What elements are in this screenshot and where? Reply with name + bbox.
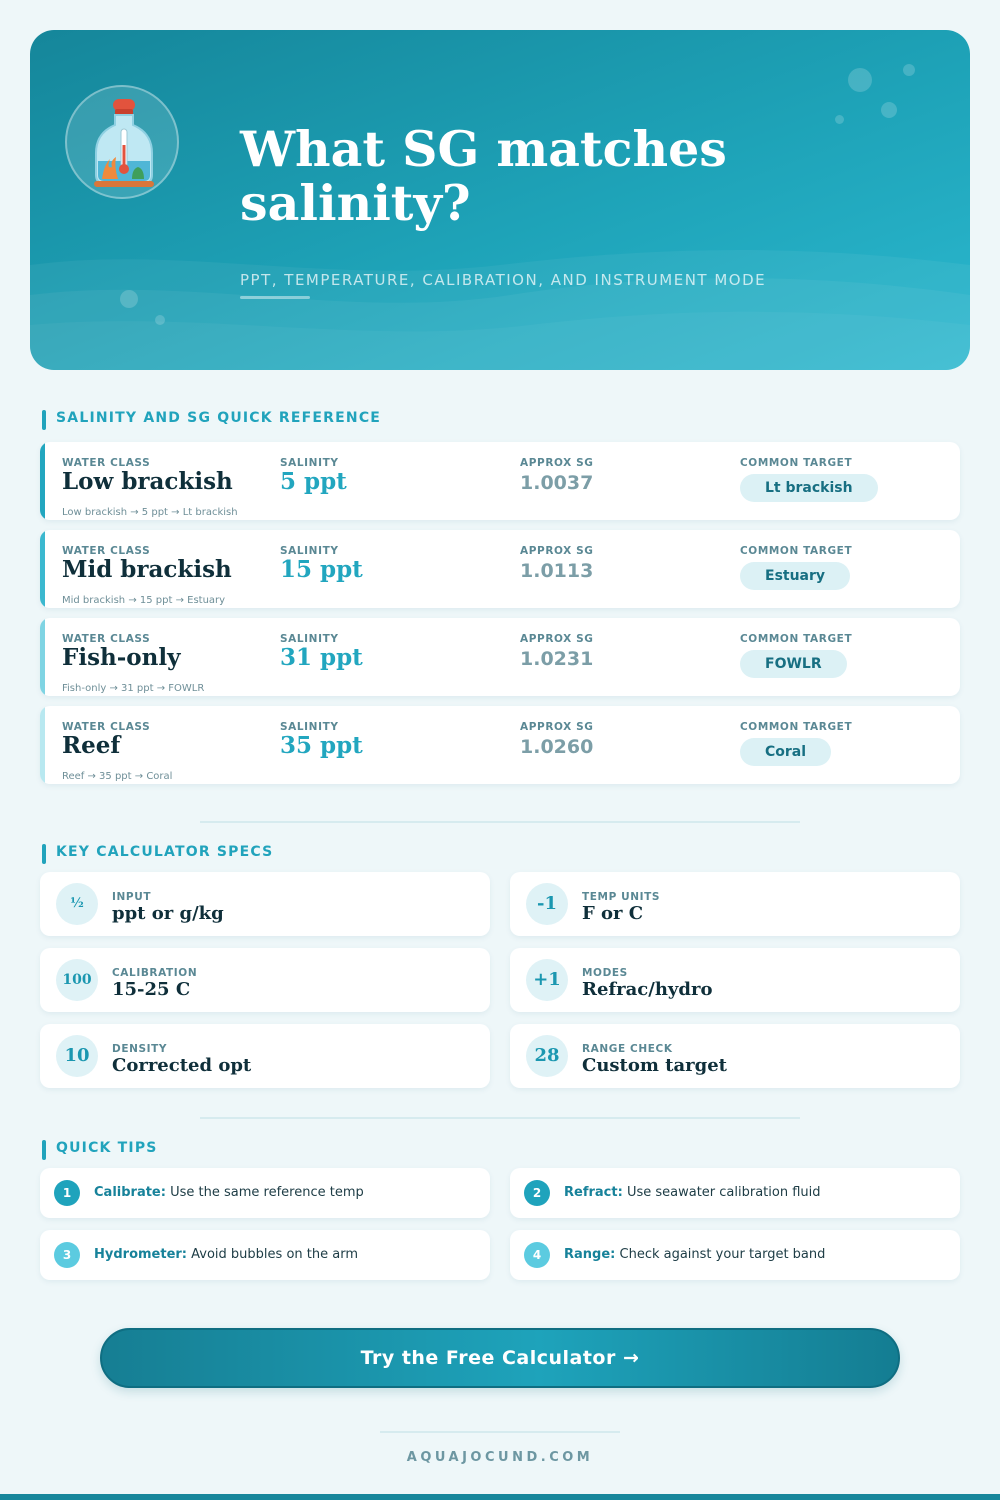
spec-badge: -1 — [526, 883, 568, 925]
tip-card — [510, 1230, 960, 1280]
spec-card-density — [40, 1024, 490, 1088]
common-target-label: COMMON TARGET — [740, 457, 853, 469]
reference-row — [40, 618, 960, 696]
salinity-label: SALINITY — [280, 721, 339, 733]
tip-number: 4 — [524, 1242, 550, 1268]
target-pill: Lt brackish — [740, 474, 878, 502]
spec-value: Corrected opt — [112, 1055, 252, 1076]
footer-divider — [380, 1431, 620, 1433]
spec-value: ppt or g/kg — [112, 903, 224, 924]
tip-body: Avoid bubbles on the arm — [191, 1247, 358, 1262]
salinity-value: 15 ppt — [280, 556, 363, 583]
water-class-value: Mid brackish — [62, 556, 232, 583]
spec-badge: ½ — [56, 883, 98, 925]
spec-value: Refrac/hydro — [582, 979, 713, 1000]
tip-text — [564, 1185, 821, 1200]
subtitle-underline — [240, 296, 310, 299]
reference-row — [40, 530, 960, 608]
tip-body: Use seawater calibration fluid — [626, 1185, 821, 1200]
water-class-value: Fish-only — [62, 644, 181, 671]
spec-badge: 10 — [56, 1035, 98, 1077]
spec-label: RANGE CHECK — [582, 1043, 673, 1055]
tip-title: Range: — [564, 1247, 616, 1262]
bubble-decoration — [903, 64, 915, 76]
spec-label: INPUT — [112, 891, 152, 903]
reference-row — [40, 442, 960, 520]
tip-number: 3 — [54, 1242, 80, 1268]
reference-row — [40, 706, 960, 784]
bubble-decoration — [848, 68, 872, 92]
tip-card — [510, 1168, 960, 1218]
try-calculator-button[interactable]: Try the Free Calculator → — [100, 1328, 900, 1388]
salinity-label: SALINITY — [280, 633, 339, 645]
approx-sg-value: 1.0260 — [520, 736, 594, 758]
water-class-label: WATER CLASS — [62, 721, 151, 733]
target-pill: Coral — [740, 738, 831, 766]
spec-badge: 28 — [526, 1035, 568, 1077]
approx-sg-value: 1.0231 — [520, 648, 594, 670]
tip-number: 1 — [54, 1180, 80, 1206]
tip-body: Check against your target band — [619, 1247, 826, 1262]
page-subtitle: PPT, TEMPERATURE, CALIBRATION, AND INSTRUMENT MODE — [240, 271, 767, 289]
approx-sg-label: APPROX SG — [520, 545, 594, 557]
section-heading-specs: KEY CALCULATOR SPECS — [42, 844, 273, 864]
bottle-thermometer-coral-icon — [84, 95, 164, 191]
target-pill: FOWLR — [740, 650, 847, 678]
row-summary: Low brackish → 5 ppt → Lt brackish — [62, 507, 238, 518]
salinity-reference-list — [40, 442, 960, 794]
approx-sg-value: 1.0037 — [520, 472, 594, 494]
spec-card-calibration — [40, 948, 490, 1012]
row-summary: Mid brackish → 15 ppt → Estuary — [62, 595, 226, 606]
spec-label: DENSITY — [112, 1043, 168, 1055]
spec-badge: 100 — [56, 959, 98, 1001]
common-target-label: COMMON TARGET — [740, 545, 853, 557]
row-summary: Fish-only → 31 ppt → FOWLR — [62, 683, 205, 694]
bubble-decoration — [155, 315, 165, 325]
section-divider — [200, 821, 800, 823]
water-class-label: WATER CLASS — [62, 633, 151, 645]
tip-number: 2 — [524, 1180, 550, 1206]
section-heading-tips: QUICK TIPS — [42, 1140, 158, 1160]
spec-card-modes — [510, 948, 960, 1012]
water-class-label: WATER CLASS — [62, 545, 151, 557]
common-target-label: COMMON TARGET — [740, 721, 853, 733]
tip-card — [40, 1168, 490, 1218]
common-target-label: COMMON TARGET — [740, 633, 853, 645]
row-accent — [40, 706, 45, 784]
spec-label: CALIBRATION — [112, 967, 198, 979]
page-title: What SG matches salinity? — [240, 120, 727, 232]
tip-text — [94, 1185, 364, 1200]
water-class-value: Low brackish — [62, 468, 233, 495]
tip-title: Hydrometer: — [94, 1247, 188, 1262]
salinity-value: 5 ppt — [280, 468, 347, 495]
spec-value: 15-25 C — [112, 979, 191, 1000]
tip-title: Refract: — [564, 1185, 623, 1200]
hero-banner — [30, 30, 970, 370]
row-accent — [40, 442, 45, 520]
row-accent — [40, 618, 45, 696]
section-heading-reference: SALINITY AND SG QUICK REFERENCE — [42, 410, 381, 430]
salinity-label: SALINITY — [280, 457, 339, 469]
logo — [65, 85, 179, 199]
spec-value: Custom target — [582, 1055, 727, 1076]
spec-badge: +1 — [526, 959, 568, 1001]
approx-sg-label: APPROX SG — [520, 457, 594, 469]
tip-title: Calibrate: — [94, 1185, 166, 1200]
footer-site-link[interactable]: AQUAJOCUND.COM — [406, 1450, 594, 1465]
spec-value: F or C — [582, 903, 644, 924]
spec-label: MODES — [582, 967, 628, 979]
approx-sg-value: 1.0113 — [520, 560, 594, 582]
salinity-label: SALINITY — [280, 545, 339, 557]
spec-card-input — [40, 872, 490, 936]
tip-card — [40, 1230, 490, 1280]
salinity-value: 31 ppt — [280, 644, 363, 671]
section-divider — [200, 1117, 800, 1119]
bubble-decoration — [881, 102, 897, 118]
spec-label: TEMP UNITS — [582, 891, 661, 903]
tip-text — [94, 1247, 358, 1262]
row-accent — [40, 530, 45, 608]
water-class-label: WATER CLASS — [62, 457, 151, 469]
bubble-decoration — [120, 290, 138, 308]
salinity-value: 35 ppt — [280, 732, 363, 759]
spec-card-range-check — [510, 1024, 960, 1088]
row-summary: Reef → 35 ppt → Coral — [62, 771, 173, 782]
tip-body: Use the same reference temp — [170, 1185, 364, 1200]
spec-card-temp-units — [510, 872, 960, 936]
target-pill: Estuary — [740, 562, 850, 590]
tip-text — [564, 1247, 825, 1262]
bottom-accent-bar — [0, 1494, 1000, 1500]
approx-sg-label: APPROX SG — [520, 721, 594, 733]
water-class-value: Reef — [62, 732, 121, 759]
approx-sg-label: APPROX SG — [520, 633, 594, 645]
